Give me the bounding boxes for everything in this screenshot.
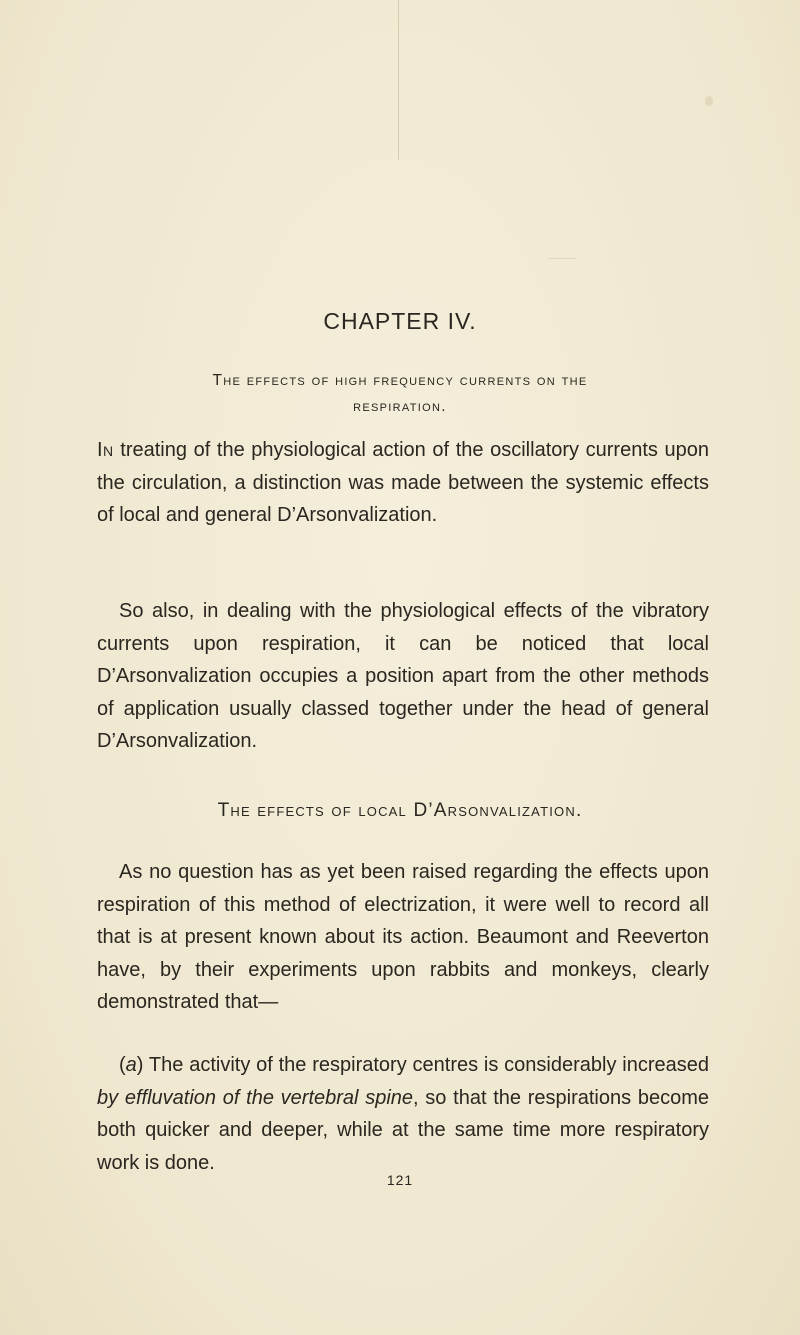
scan-crease-mark	[398, 0, 399, 160]
scan-speck-mark	[705, 96, 713, 106]
paragraph-1-lead: In	[97, 439, 114, 461]
section-heading-line1: The effects of high frequency currents on the	[212, 372, 588, 389]
subheading-local-darsonvalization: The effects of local D’Arsonvalization.	[217, 800, 583, 821]
list-marker-close: )	[136, 1054, 144, 1076]
list-marker-letter: a	[125, 1054, 137, 1076]
paragraph-3: As no question has as yet been raised regarding the effects upon respiration of this method of electrization, it were well to record all that is at present known about its action. Beaumont and Reeverton have, by their experiments upon rabbits and monkeys, clearly demonstrated that—	[97, 861, 709, 1014]
paragraph-4-italic-phrase: by effluvation of the vertebral spine	[97, 1086, 414, 1109]
paragraph-1-body: treating of the physiological action of the oscillatory currents upon the circulation, a distinction was made between the systemic effects of local and general D’Arsonvalization.	[97, 439, 709, 527]
paragraph-4-body-start: The activity of the respiratory centres is considerably increased	[143, 1054, 709, 1076]
scan-speck-mark	[548, 258, 576, 259]
chapter-title: CHAPTER IV.	[323, 308, 477, 334]
paragraph-4-body-end: , so that the respirations become both quicker and deeper, while at the same time more respiratory work is done.	[97, 1086, 710, 1174]
paragraph-4	[97, 1049, 709, 1179]
section-heading-line2: respiration.	[353, 398, 447, 415]
paragraph-1	[97, 434, 709, 532]
list-marker-open: (	[119, 1054, 126, 1076]
page-number: 121	[386, 1172, 414, 1188]
paragraph-2: So also, in dealing with the physiological effects of the vibratory currents upon respiration, it can be noticed that local D’Arsonvalization occupies a position apart from the other methods of application usually classed together under the head of general D’Arsonvalization.	[97, 600, 709, 753]
